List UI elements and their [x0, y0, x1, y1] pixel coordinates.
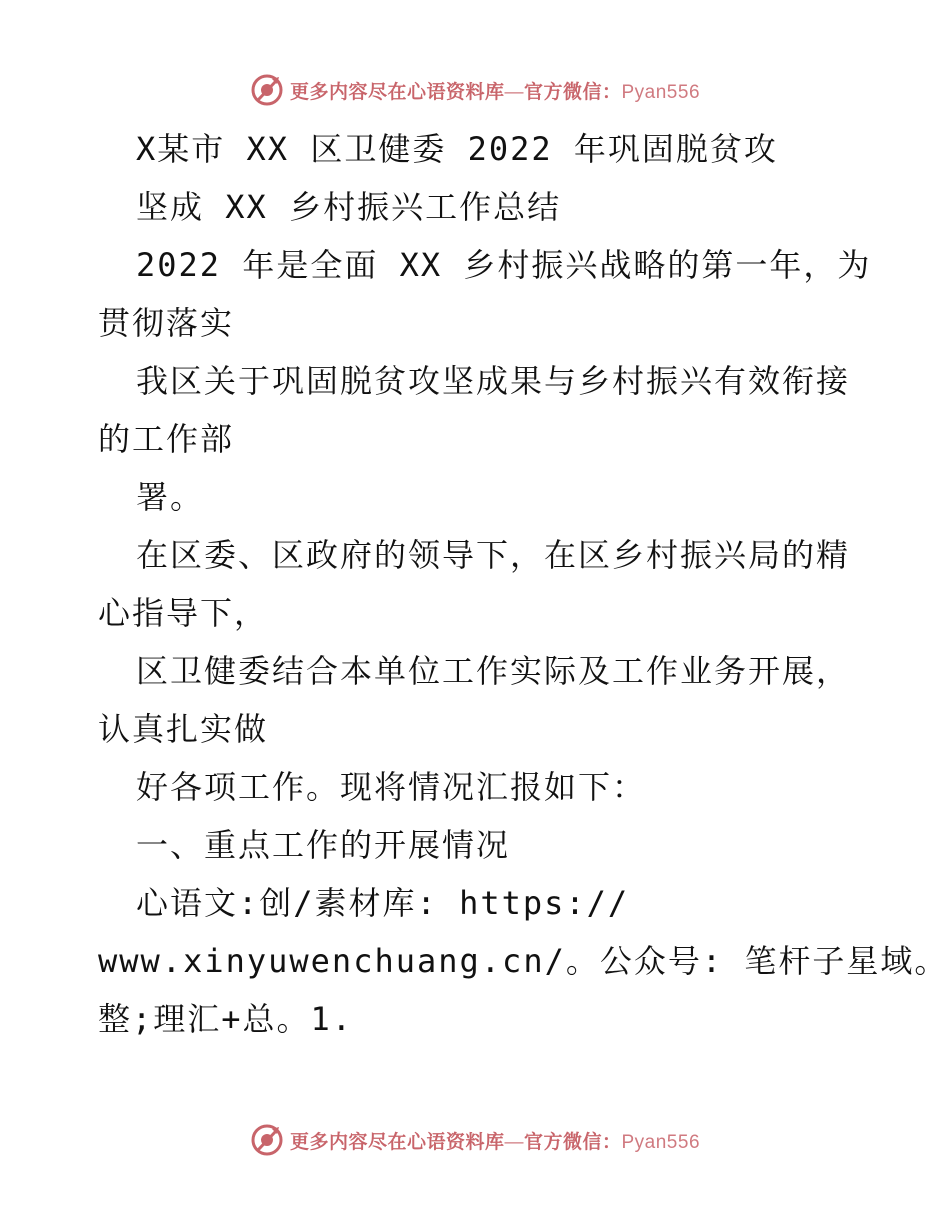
document-line: 我区关于巩固脱贫攻坚成果与乡村振兴有效衔接	[136, 362, 851, 400]
document-line: www.xinyuwenchuang.cn/。公众号: 笔杆子星域。	[98, 942, 949, 980]
footer-banner-dash: —	[504, 1131, 524, 1153]
header-banner-main: 更多内容尽在心语资料库	[289, 80, 505, 103]
document-line: 2022 年是全面 XX 乡村振兴战略的第一年，为	[136, 246, 872, 284]
brand-logo-icon	[250, 1123, 284, 1157]
document-line: 的工作部	[98, 420, 235, 458]
document-line: 认真扎实做	[98, 710, 269, 748]
footer-banner-suffix: 官方微信：	[523, 1130, 622, 1153]
document-line: 心指导下，	[98, 594, 269, 632]
document-line: 贯彻落实	[98, 304, 235, 342]
header-banner-id: Pyan556	[621, 81, 701, 103]
footer-banner-id: Pyan556	[621, 1131, 701, 1153]
document-line: 整;理汇+总。1.	[98, 1000, 354, 1038]
document-line: 区卫健委结合本单位工作实际及工作业务开展，	[136, 652, 851, 690]
brand-logo-icon	[250, 73, 284, 107]
header-banner-dash: —	[504, 81, 524, 103]
footer-banner-text	[290, 1127, 700, 1154]
footer-banner-inner	[250, 1123, 700, 1157]
footer-banner-main: 更多内容尽在心语资料库	[289, 1130, 505, 1153]
document-line: 坚成 XX 乡村振兴工作总结	[136, 188, 562, 226]
document-line: 好各项工作。现将情况汇报如下：	[136, 768, 647, 806]
header-banner-suffix: 官方微信：	[523, 80, 622, 103]
header-banner	[0, 70, 950, 110]
header-banner-text	[290, 77, 700, 104]
document-line: 心语文:创/素材库: https://	[136, 884, 630, 922]
document-line: 一、重点工作的开展情况	[136, 826, 511, 864]
document-line: 在区委、区政府的领导下，在区乡村振兴局的精	[136, 536, 851, 574]
document-line: X某市 XX 区卫健委 2022 年巩固脱贫攻	[136, 130, 778, 168]
footer-banner	[0, 1120, 950, 1160]
document-body	[98, 120, 949, 1048]
header-banner-inner	[250, 73, 700, 107]
document-line: 署。	[136, 478, 205, 516]
